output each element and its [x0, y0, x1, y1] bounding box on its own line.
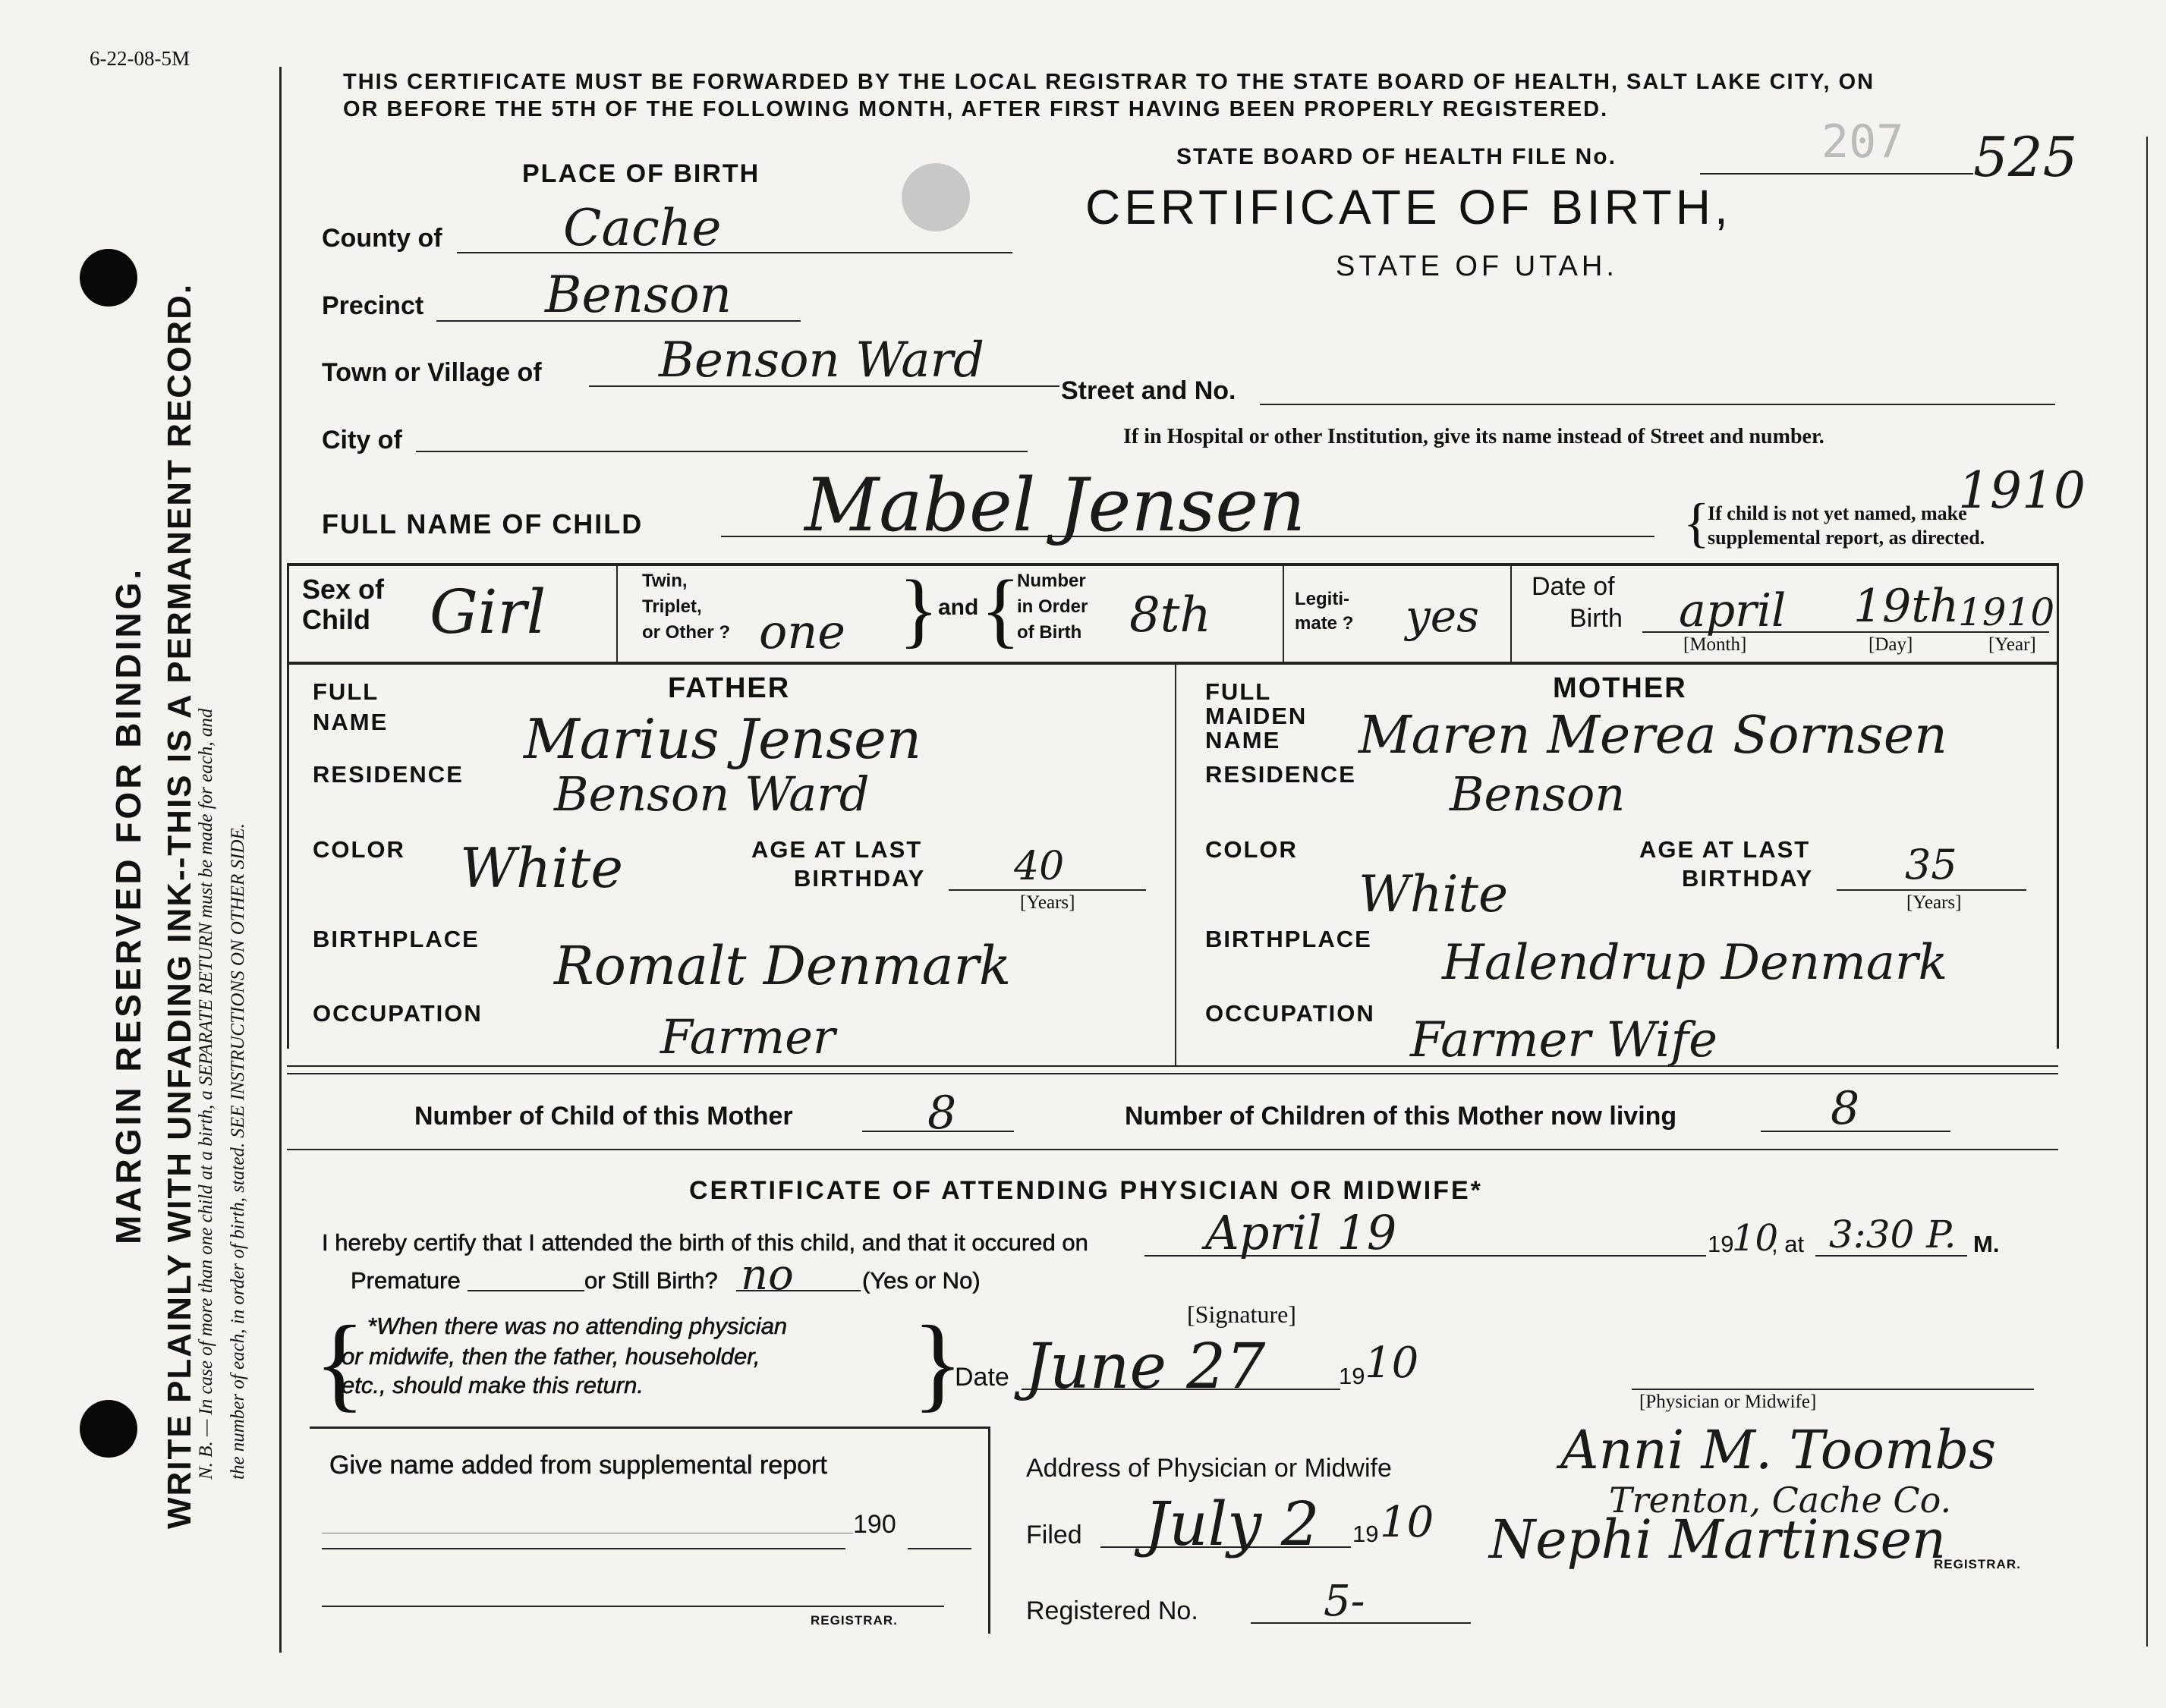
note-brace-left: {: [314, 1304, 366, 1422]
dob-month: april: [1679, 584, 1787, 637]
box-left-line: [287, 563, 289, 1049]
town-label: Town or Village of: [322, 358, 542, 387]
father-color-label: COLOR: [313, 836, 405, 863]
father-birthplace-value: Romalt Denmark: [554, 935, 1012, 997]
mother-age-label-1: AGE AT LAST: [1639, 836, 1811, 863]
certify-text: I hereby certify that I attended the birth of this child, and that it occured on: [322, 1229, 1088, 1256]
mother-birthplace-label: BIRTHPLACE: [1205, 926, 1372, 952]
child-year-note: 1910: [1958, 461, 2086, 520]
legit-value: yes: [1406, 590, 1479, 642]
file-no-label: STATE BOARD OF HEALTH FILE No.: [1176, 144, 1617, 169]
sign-date: June 27: [1025, 1331, 1266, 1403]
binding-hole-bottom: [80, 1400, 137, 1458]
mother-age-line: [1837, 889, 2026, 891]
signer-label: [Physician or Midwife]: [1639, 1392, 1817, 1412]
supplemental-heading: Give name added from supplemental report: [329, 1451, 827, 1480]
box-mid-line: [287, 662, 2058, 665]
mother-years-label: [Years]: [1906, 892, 1962, 913]
not-named-note-2: supplemental report, as directed.: [1708, 527, 1985, 549]
street-line: [1260, 404, 2055, 405]
right-border: [2146, 137, 2148, 1647]
living-value: 8: [1831, 1082, 1860, 1135]
child-name-label: FULL NAME OF CHILD: [322, 508, 644, 539]
legit-label-1: Legiti-: [1295, 589, 1349, 609]
order-label-2: in Order: [1017, 596, 1088, 617]
order-value: 8th: [1129, 587, 1211, 643]
living-label: Number of Children of this Mother now living: [1125, 1102, 1677, 1131]
order-brace: {: [981, 563, 1021, 656]
supplemental-registrar-line: [322, 1606, 944, 1607]
child-number-value: 8: [927, 1087, 957, 1140]
certify-year-prefix: 19: [1708, 1231, 1734, 1257]
year-label: [Year]: [1988, 634, 2036, 655]
dob-label-2: Birth: [1569, 604, 1623, 633]
m-label: M.: [1973, 1231, 2000, 1257]
father-age-line: [949, 889, 1146, 891]
supplemental-registrar: REGISTRAR.: [811, 1613, 898, 1628]
mother-residence-label: RESIDENCE: [1205, 761, 1356, 788]
father-color-value: White: [460, 836, 623, 900]
mother-age-label-2: BIRTHDAY: [1682, 865, 1814, 892]
address-label: Address of Physician or Midwife: [1026, 1454, 1392, 1483]
date-label: Date: [955, 1363, 1009, 1392]
father-name-value: Marius Jensen: [524, 707, 922, 771]
file-no-line: [1700, 173, 1973, 175]
hospital-note: If in Hospital or other Institution, give its name instead of Street and number.: [1123, 425, 1824, 448]
twin-label-2: Triplet,: [642, 596, 702, 617]
order-label-1: Number: [1017, 571, 1086, 591]
child-name-value: Mabel Jensen: [804, 463, 1306, 548]
sign-year: 10: [1365, 1338, 1419, 1388]
and-label: and: [938, 595, 979, 620]
father-residence-value: Benson Ward: [554, 766, 870, 822]
father-heading: FATHER: [668, 672, 791, 704]
precinct-label: Precinct: [322, 291, 424, 320]
mother-residence-value: Benson: [1450, 766, 1626, 822]
mother-name-value: Maren Merea Sornsen: [1358, 706, 1947, 766]
father-name-label-2: NAME: [313, 709, 389, 735]
notice-line-2: OR BEFORE THE 5TH OF THE FOLLOWING MONTH, AFTER FIRST HAVING BEEN PROPERLY REGISTERED.: [343, 97, 1609, 121]
registrar-label: REGISTRAR.: [1934, 1557, 2021, 1571]
twin-label-3: or Other ?: [642, 622, 731, 643]
county-label: County of: [322, 224, 442, 253]
time-value: 3:30 P.: [1829, 1213, 1957, 1257]
town-value: Benson Ward: [659, 332, 984, 388]
certificate-title: CERTIFICATE OF BIRTH,: [1085, 180, 1732, 234]
mother-name-label-1: FULL: [1205, 678, 1272, 705]
not-named-note-1: If child is not yet named, make: [1708, 502, 1967, 524]
form-code: 6-22-08-5M: [90, 47, 190, 70]
physician-heading: CERTIFICATE OF ATTENDING PHYSICIAN OR MIDWIFE*: [689, 1176, 1483, 1205]
day-label: [Day]: [1868, 634, 1913, 655]
seal-spot: [902, 163, 970, 231]
father-age-value: 40: [1014, 844, 1065, 889]
file-no-stamp: 207: [1821, 115, 1904, 168]
file-no-written: 525: [1973, 125, 2078, 189]
sex-label-2: Child: [302, 604, 370, 635]
filed-label: Filed: [1026, 1521, 1082, 1549]
registrar-signature: Nephi Martinsen: [1489, 1508, 1947, 1571]
margin-nb-line1: N. B. — In case of more than one child at a birth, a SEPARATE RETURN must be made for each, and: [196, 708, 216, 1480]
father-age-label-2: BIRTHDAY: [794, 865, 926, 892]
brace-not-named: {: [1683, 492, 1710, 553]
at-label: , at: [1771, 1231, 1805, 1257]
note-brace-right: }: [912, 1304, 964, 1422]
county-line: [457, 252, 1012, 253]
notice-line-1: THIS CERTIFICATE MUST BE FORWARDED BY THE LOCAL REGISTRAR TO THE STATE BOARD OF HEALTH, SALT LAKE CITY, ON: [343, 70, 1875, 94]
margin-rule: [279, 67, 282, 1653]
registered-value: 5-: [1324, 1577, 1365, 1626]
supplemental-year-line-b: [908, 1548, 971, 1549]
filed-year: 10: [1380, 1498, 1434, 1547]
registered-label: Registered No.: [1026, 1596, 1198, 1625]
box-top-line: [287, 563, 2058, 566]
note-line-3: etc., should make this return.: [342, 1372, 644, 1398]
father-years-label: [Years]: [1020, 892, 1075, 913]
sex-label-1: Sex of: [302, 574, 385, 605]
twin-brace: }: [899, 563, 939, 656]
divider-legit: [1510, 563, 1512, 662]
month-label: [Month]: [1683, 634, 1747, 655]
sign-year-prefix: 19: [1339, 1363, 1365, 1389]
parents-bottom-line-1: [287, 1065, 2058, 1067]
divider-sex: [616, 563, 618, 662]
still-label: or Still Birth?: [584, 1267, 718, 1294]
supplemental-year: 190: [853, 1510, 896, 1539]
dob-day: 19th: [1853, 580, 1960, 633]
twin-value: one: [759, 604, 845, 659]
certify-year: 10: [1732, 1217, 1779, 1260]
mother-occupation-value: Farmer Wife: [1410, 1012, 1717, 1068]
mother-name-label-2: MAIDEN: [1205, 703, 1308, 729]
physician-address: Trenton, Cache Co.: [1609, 1480, 1952, 1521]
mother-occupation-label: OCCUPATION: [1205, 1000, 1375, 1027]
city-label: City of: [322, 426, 402, 455]
mother-color-value: White: [1358, 865, 1509, 923]
signer-line: [1632, 1389, 2034, 1390]
father-occupation-value: Farmer: [660, 1009, 836, 1065]
mother-birthplace-value: Halendrup Denmark: [1442, 935, 1948, 991]
county-value: Cache: [563, 199, 722, 257]
premature-label: Premature: [351, 1267, 461, 1294]
yesno-label: (Yes or No): [862, 1267, 981, 1294]
sex-value: Girl: [430, 577, 546, 647]
parents-divider: [1175, 665, 1176, 1065]
filed-year-prefix: 19: [1352, 1521, 1379, 1547]
precinct-value: Benson: [545, 266, 732, 324]
supplemental-year-line-a: [322, 1548, 845, 1549]
mother-age-value: 35: [1905, 841, 1957, 889]
still-value: no: [741, 1250, 794, 1300]
dob-year: 1910: [1958, 590, 2055, 634]
father-name-label-1: FULL: [313, 678, 379, 705]
city-line: [416, 451, 1028, 452]
note-line-2: or midwife, then the father, householder,: [342, 1343, 760, 1370]
mother-name-label-3: NAME: [1205, 727, 1281, 753]
box-right-line: [2057, 563, 2059, 1049]
father-residence-label: RESIDENCE: [313, 761, 464, 788]
premature-line: [468, 1290, 584, 1291]
twin-label-1: Twin,: [642, 571, 688, 591]
mother-heading: MOTHER: [1553, 672, 1687, 704]
legit-label-2: mate ?: [1295, 613, 1354, 634]
mother-color-label: COLOR: [1205, 836, 1298, 863]
street-label: Street and No.: [1061, 376, 1236, 405]
divider-order: [1283, 563, 1284, 662]
signature-label: [Signature]: [1187, 1301, 1296, 1328]
dob-label-1: Date of: [1532, 572, 1615, 601]
filed-date: July 2: [1144, 1489, 1320, 1559]
counts-bottom-line: [287, 1149, 2058, 1150]
margin-ink-text: WRITE PLAINLY WITH UNFADING INK--THIS IS A PERMANENT RECORD.: [161, 282, 198, 1529]
margin-nb-line2: the number of each, in order of birth, stated. SEE INSTRUCTIONS ON OTHER SIDE.: [228, 823, 248, 1480]
margin-binding-text: MARGIN RESERVED FOR BINDING.: [109, 566, 148, 1244]
parents-bottom-line-2: [287, 1073, 2058, 1074]
child-number-label: Number of Child of this Mother: [414, 1102, 793, 1131]
father-birthplace-label: BIRTHPLACE: [313, 926, 480, 952]
father-occupation-label: OCCUPATION: [313, 1000, 483, 1027]
certify-date: April 19: [1205, 1205, 1397, 1260]
father-age-label-1: AGE AT LAST: [751, 836, 923, 863]
certificate-subtitle: STATE OF UTAH.: [1336, 250, 1618, 282]
physician-name: Anni M. Toombs: [1560, 1419, 1997, 1481]
order-label-3: of Birth: [1017, 622, 1082, 643]
place-heading: PLACE OF BIRTH: [522, 159, 760, 188]
note-line-1: *When there was no attending physician: [367, 1313, 788, 1339]
binding-hole-top: [80, 249, 137, 307]
